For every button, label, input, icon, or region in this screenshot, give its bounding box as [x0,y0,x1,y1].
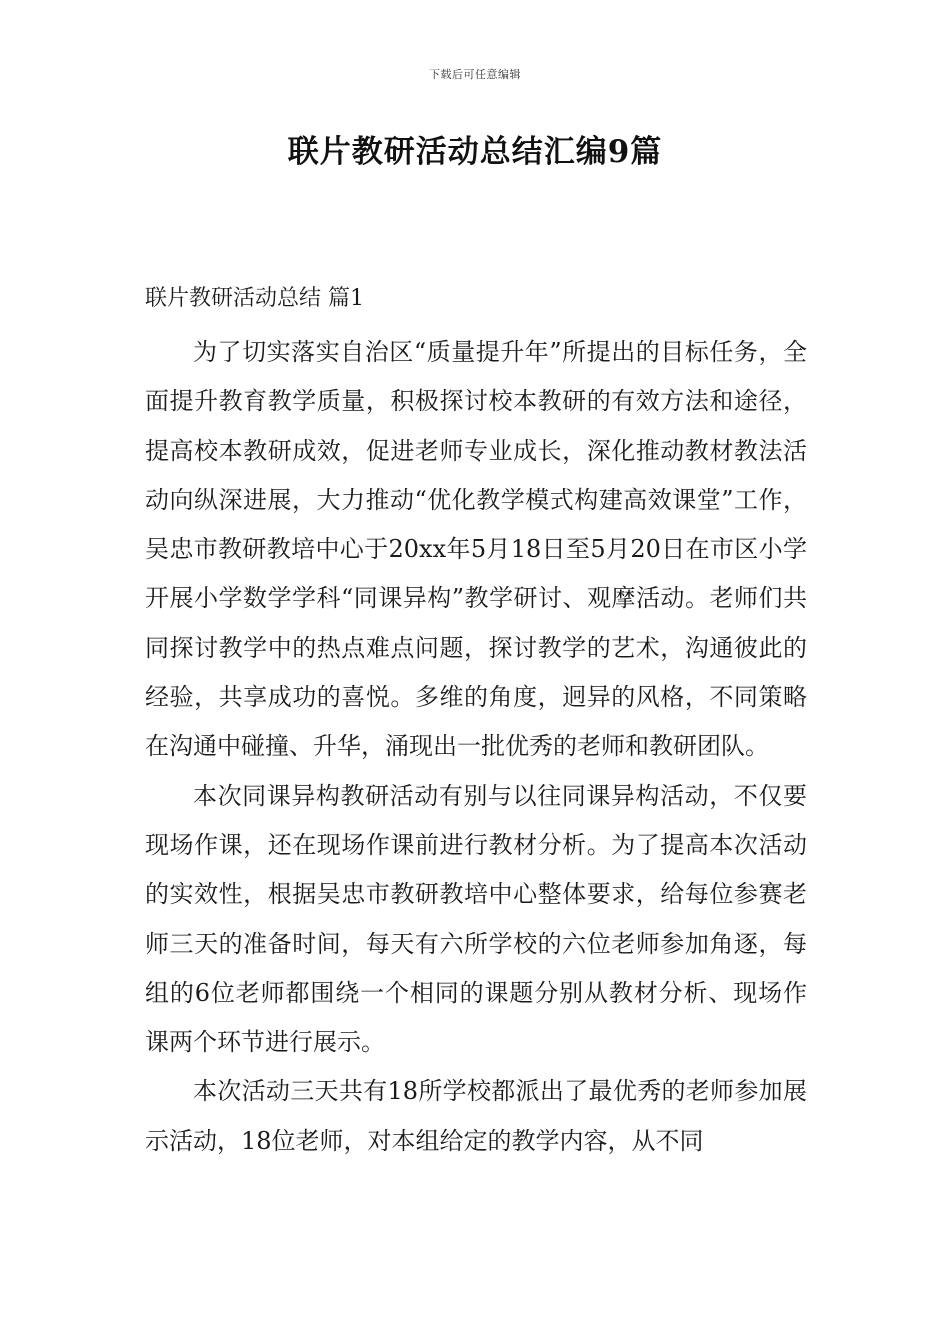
header-note: 下载后可任意编辑 [429,68,521,81]
document-title: 联片教研活动总结汇编9篇 [287,134,663,170]
paragraph: 为了切实落实自治区“质量提升年”所提出的目标任务，全面提升教育教学质量，积极探讨校本教研的有效方法和途径，提高校本教研成效，促进老师专业成长，深化推动教材教法活动向纵深进展，大力推动“优化教学模式构建高效课堂”工作，吴忠市教研教培中心于20xx年5月18日至5月20日在市区小学开展小学数学学科“同课异构”教学研讨、观摩活动。老师们共同探讨教学中的热点难点问题，探讨教学的艺术，沟通彼此的经验，共享成功的喜悦。多维的角度，迥异的风格，不同策略在沟通中碰撞、升华，涌现出一批优秀的老师和教研团队。 [145,338,807,761]
section-heading: 联片教研活动总结 篇1 [145,286,364,311]
paragraph: 本次活动三天共有18所学校都派出了最优秀的老师参加展示活动，18位老师，对本组给定的教学内容，从不同 [145,1077,807,1155]
paragraph: 本次同课异构教研活动有别与以往同课异构活动，不仅要现场作课，还在现场作课前进行教材分析。为了提高本次活动的实效性，根据吴忠市教研教培中心整体要求，给每位参赛老师三天的准备时间，每天有六所学校的六位老师参加角逐，每组的6位老师都围绕一个相同的课题分别从教材分析、现场作课两个环节进行展示。 [145,781,807,1057]
document-body [145,280,807,1166]
